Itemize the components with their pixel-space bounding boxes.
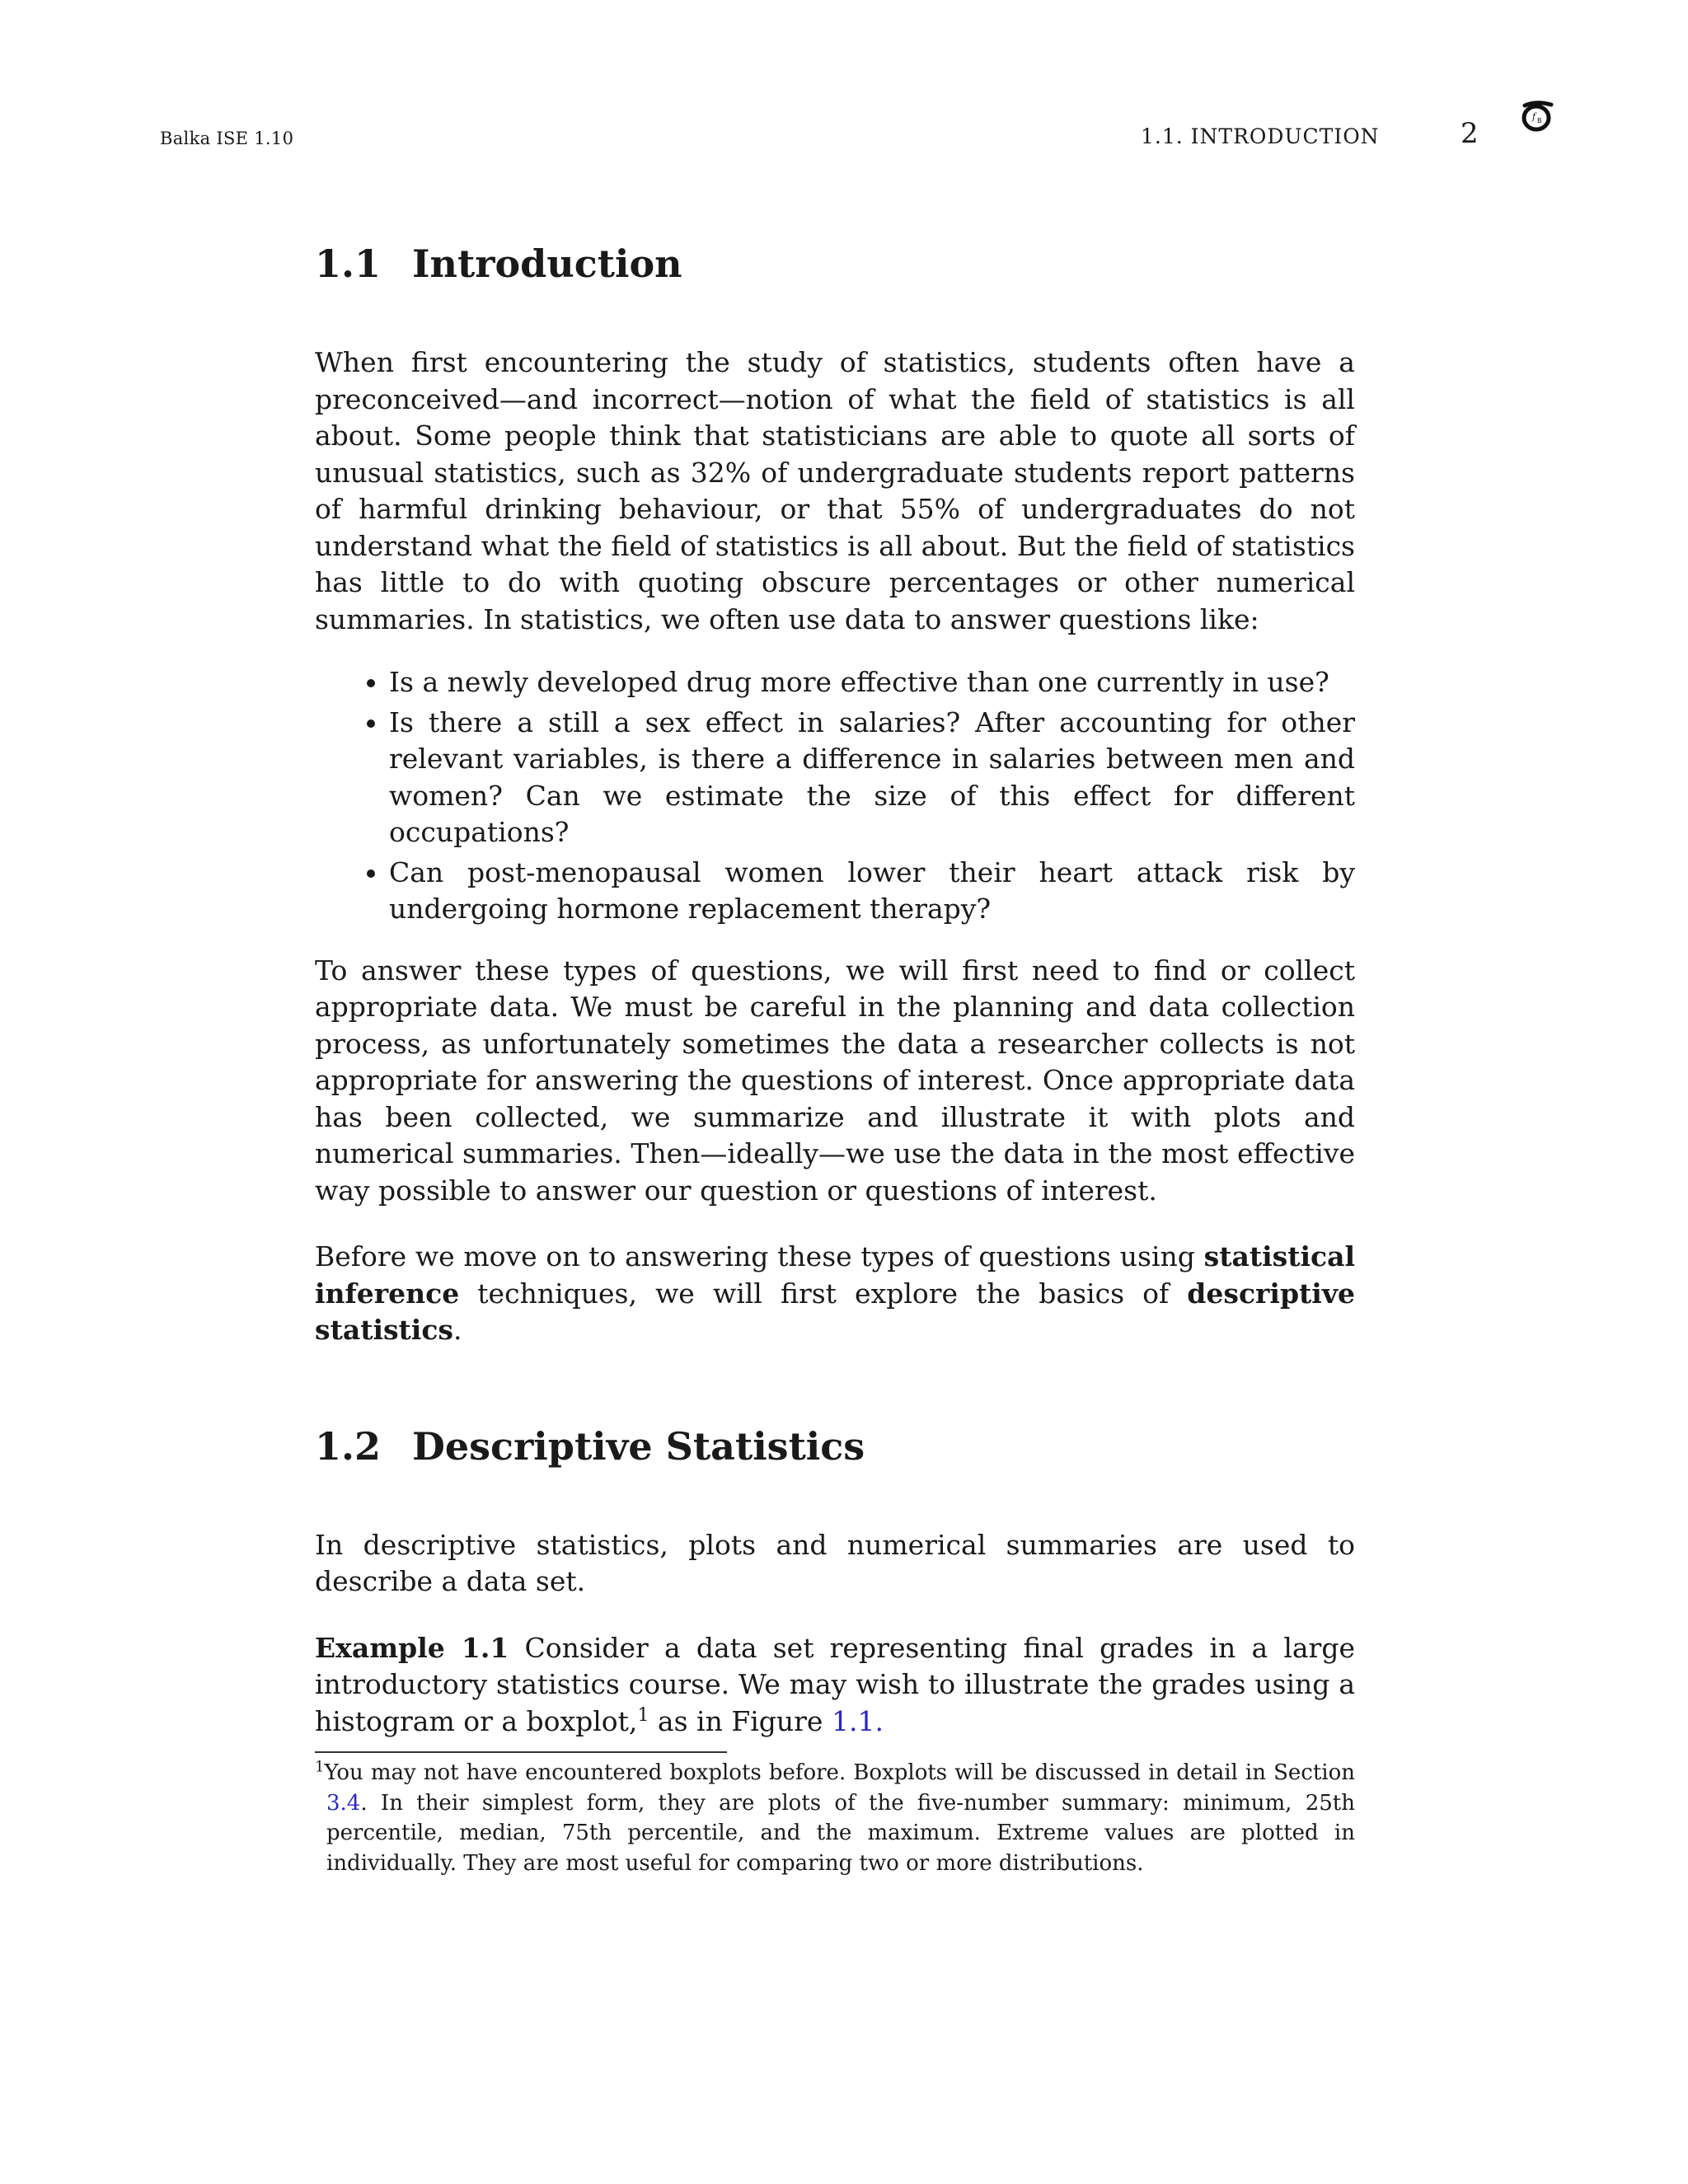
intro-paragraph-3 [315, 1239, 1355, 1349]
footnote-rule [315, 1751, 727, 1753]
svg-text:B: B [1537, 117, 1542, 124]
paragraph-text: as in Figure [649, 1704, 832, 1737]
footnote-text: . In their simplest form, they are plots of the five-number summary: minimum, 25th percentile, median, 75th percentile, and the maximum. Extreme values are plotted in individually. They are most useful for comparing two or more distributions. [326, 1790, 1355, 1876]
paragraph-text: Before we move on to answering these types of questions using [315, 1240, 1204, 1272]
example-paragraph [315, 1630, 1355, 1741]
footnote [315, 1758, 1355, 1878]
descriptive-paragraph-1: In descriptive statistics, plots and numerical summaries are used to describe a data set. [315, 1528, 1355, 1597]
bold-term-statistical-inference: statistical inference [315, 1240, 1355, 1310]
bold-term-descriptive-statistics: descriptive statistics [315, 1277, 1355, 1346]
section-heading-descriptive-statistics [315, 1422, 1355, 1471]
paragraph-text: Consider a data set representing final grades in a large introductory statistics course. We may wish to illustrate the grades using a histogram or a boxplot, [315, 1631, 1355, 1737]
section-number: 1.2 [315, 1423, 382, 1469]
intro-paragraph-2: To answer these types of questions, we will first need to find or collect appropriate data. We must be careful in the planning and data collection process, as unfortunately sometimes the data a researcher collects is not appropriate for answering the questions of interest. Once appropriate data has been collected, we summarize and illustrate it with plots and numerical summaries. Then—ideally—we use the data in the most effective way possible to answer our question or questions of interest. [315, 954, 1355, 1207]
sigma-logo-icon [1518, 97, 1556, 135]
running-header-section: 1.1. INTRODUCTION [1141, 124, 1380, 148]
paragraph-text: techniques, we will first explore the basics of [459, 1277, 1188, 1310]
footnote-mark: 1 [315, 1758, 325, 1776]
footnote-text: You may not have encountered boxplots before. Boxplots will be discussed in detail in Section [324, 1760, 1355, 1785]
section-title: Descriptive Statistics [412, 1423, 865, 1469]
list-item: • Is a newly developed drug more effective than one currently in use? [389, 664, 1355, 701]
list-item: • Can post-menopausal women lower their heart attack risk by undergoing hormone replacement therapy? [389, 855, 1355, 928]
list-item: • Is there a still a sex effect in salaries? After accounting for other relevant variables, is there a difference in salaries between men and women? Can we estimate the size of this effect for different occupations? [389, 705, 1355, 851]
svg-text:f: f [1532, 111, 1536, 122]
paragraph-text: . [874, 1704, 884, 1737]
intro-paragraph-1: When first encountering the study of statistics, students often have a preconceived—and incorrect—notion of what the field of statistics is all about. Some people think that statisticians are able to quote all sorts of unusual statistics, such as 32% of undergraduate students report patterns of harmful drinking behaviour, or that 55% of undergraduates do not understand what the field of statistics is all about. But the field of statistics has little to do with quoting obscure percentages or other numerical summaries. In statistics, we often use data to answer questions like: [315, 346, 1355, 635]
section-title: Introduction [412, 241, 682, 286]
section-reference-link[interactable]: 3.4 [326, 1790, 361, 1816]
question-list [315, 664, 1355, 928]
figure-reference-link[interactable]: 1.1 [831, 1704, 875, 1737]
example-label: Example 1.1 [315, 1631, 509, 1664]
footnote-marker[interactable]: 1 [637, 1704, 649, 1726]
paragraph-text: . [453, 1314, 462, 1346]
page-number: 2 [1461, 117, 1479, 150]
main-column [315, 239, 1355, 1878]
section-number: 1.1 [315, 241, 382, 286]
running-header-left: Balka ISE 1.10 [160, 129, 294, 148]
section-heading-introduction [315, 239, 1355, 288]
